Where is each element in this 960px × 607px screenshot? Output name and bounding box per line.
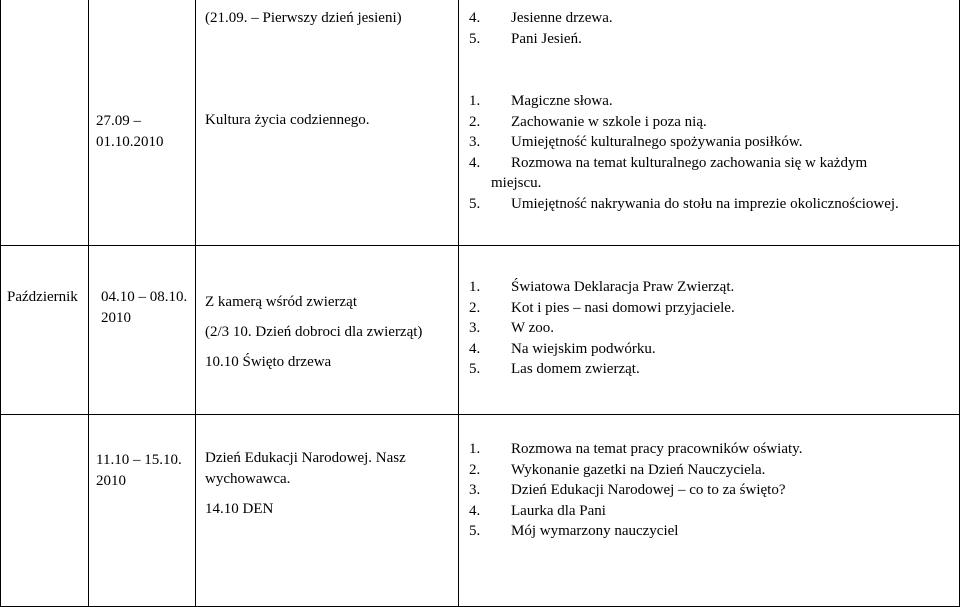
item-number: 3. (469, 320, 481, 336)
list-item (469, 359, 735, 380)
topic-line: Dzień Edukacji Narodowej. Nasz (205, 450, 406, 466)
activity-list (469, 277, 735, 380)
item-number: 4. (469, 154, 481, 171)
item-text: Pani Jesień. (511, 30, 582, 47)
date-line: 2010 (96, 473, 126, 489)
date-line: 27.09 – (96, 113, 141, 129)
item-text: Laurka dla Pani (511, 502, 606, 519)
item-text: Na wiejskim podwórku. (511, 340, 656, 357)
month-cell (7, 287, 78, 308)
item-number: 5. (469, 361, 481, 377)
list-item (469, 173, 899, 194)
list-item (469, 91, 899, 112)
item-text: Światowa Deklaracja Praw Zwierząt. (511, 279, 735, 295)
topic-line: 14.10 DEN (205, 501, 274, 517)
list-item (469, 480, 802, 501)
item-number: 5. (469, 30, 481, 47)
item-text: Wykonanie gazetki na Dzień Nauczyciela. (511, 461, 766, 478)
list-item (469, 277, 735, 298)
topic-cell (205, 287, 422, 377)
item-number: 1. (469, 93, 481, 109)
topic-cell (205, 110, 370, 131)
date-line: 2010 (101, 310, 131, 326)
item-text: miejscu. (491, 175, 542, 191)
date-cell (96, 450, 182, 492)
item-text: Las domem zwierząt. (511, 361, 640, 377)
item-number: 1. (469, 279, 481, 295)
activity-list (469, 91, 899, 214)
column-divider (458, 0, 459, 607)
item-text: Zachowanie w szkole i poza nią. (511, 113, 707, 130)
item-number: 4. (469, 340, 481, 357)
topic-line: wychowawca. (205, 471, 291, 487)
row-divider (0, 245, 960, 246)
date-line: 11.10 – 15.10. (96, 452, 182, 468)
list-item (469, 501, 802, 522)
item-text: Kot i pies – nasi domowi przyjaciele. (511, 299, 735, 316)
item-number: 1. (469, 441, 481, 457)
topic-text: Kultura życia codziennego. (205, 112, 370, 128)
item-text: Jesienne drzewa. (511, 10, 613, 26)
list-item (469, 339, 735, 360)
item-number: 4. (469, 10, 481, 26)
list-item (469, 29, 613, 50)
list-item (469, 112, 899, 133)
topic-cell (205, 8, 402, 29)
item-text: Rozmowa na temat pracy pracowników oświaty. (511, 441, 803, 457)
list-item (469, 298, 735, 319)
date-line: 01.10.2010 (96, 134, 164, 150)
item-text: Magiczne słowa. (511, 93, 613, 109)
activity-list (469, 439, 802, 542)
list-item (469, 439, 802, 460)
item-text: Dzień Edukacji Narodowej – co to za święto? (511, 482, 786, 498)
list-item (469, 318, 735, 339)
item-text: Rozmowa na temat kulturalnego zachowania się w każdym (511, 154, 868, 171)
item-number: 3. (469, 482, 481, 498)
item-number: 5. (469, 523, 481, 539)
date-line: 04.10 – 08.10. (101, 289, 188, 305)
topic-cell (205, 448, 406, 520)
column-divider (88, 0, 89, 607)
topic-line: 10.10 Święto drzewa (205, 354, 332, 370)
date-cell (96, 111, 164, 153)
list-item (469, 132, 899, 153)
topic-text: (21.09. – Pierwszy dzień jesieni) (205, 10, 402, 26)
item-number: 2. (469, 299, 481, 316)
item-number: 5. (469, 195, 481, 212)
date-cell (101, 287, 187, 329)
item-text: W zoo. (511, 320, 555, 336)
topic-line: Z kamerą wśród zwierząt (205, 294, 358, 310)
activity-list (469, 8, 613, 49)
column-divider (0, 0, 1, 607)
list-item (469, 194, 899, 215)
column-divider (195, 0, 196, 607)
row-divider (0, 414, 960, 415)
topic-line: (2/3 10. Dzień dobroci dla zwierząt) (205, 324, 423, 340)
item-number: 2. (469, 113, 481, 130)
item-text: Umiejętność kulturalnego spożywania posiłków. (511, 134, 803, 150)
list-item (469, 153, 899, 174)
list-item (469, 460, 802, 481)
item-text: Umiejętność nakrywania do stołu na imprezie okolicznościowej. (511, 195, 899, 212)
item-number: 3. (469, 134, 481, 150)
list-item (469, 8, 613, 29)
item-text: Mój wymarzony nauczyciel (511, 523, 679, 539)
item-number: 4. (469, 502, 481, 519)
item-number: 2. (469, 461, 481, 478)
month-label: Październik (7, 289, 78, 305)
list-item (469, 521, 802, 542)
